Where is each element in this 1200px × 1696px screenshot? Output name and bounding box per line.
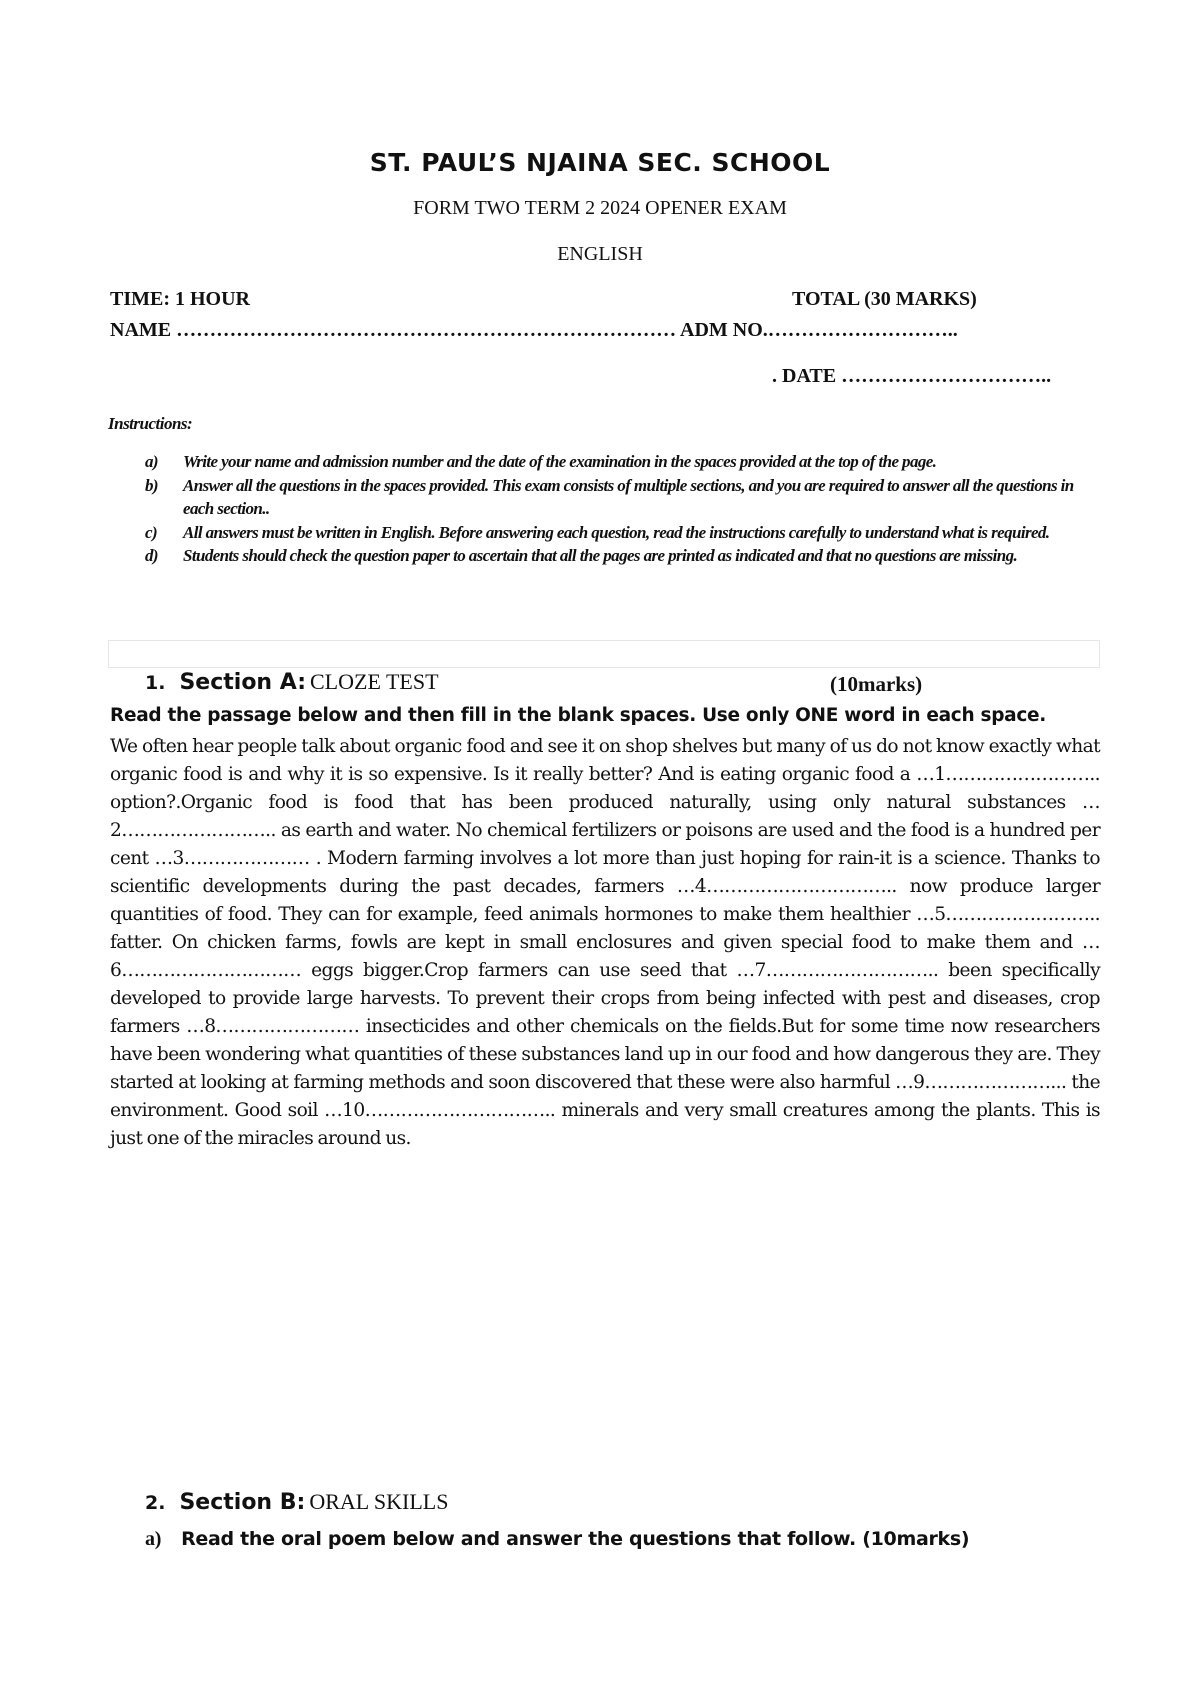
instructions-heading: Instructions:	[108, 414, 193, 433]
empty-text-box	[108, 640, 1100, 668]
school-name: ST. PAUL’S NJAINA SEC. SCHOOL	[369, 148, 831, 177]
instruction-item: a) Write your name and admission number and the date of the examination in the spaces provided at the top of the page.	[145, 452, 937, 471]
instruction-item: d) Students should check the question paper to ascertain that all the pages are printed as indicated and that no questions are missing.	[145, 546, 1018, 565]
name-adm-row: NAME ………………………………………………………………… ADM NO.………………………..	[110, 319, 958, 341]
instruction-item: b) Answer all the questions in the spaces provided. This exam consists of multiple sections, and you are required to answer all the questions in each section..	[145, 475, 1074, 518]
cloze-passage: We often hear people talk about organic food and see it on shop shelves but many of us do not know exactly what organic food is and why it is so expensive. Is it really better? And is eating organic food a …1…………………….. option?.Organic food is food that has been produced naturally, using only natural substances …2…………………….. as earth and water. No chemical fertilizers or poisons are used and the food is a hundred per cent …3………………… . Modern farming involves a lot more than just hoping for rain-it is a science. Thanks to scientific developments during the past decades, farmers …4………………………….. now produce larger quantities of food. They can for example, feed animals hormones to make them healthier …5…………………….. fatter. On chicken farms, fowls are kept in small enclosures and given special food to make them and …6………………………… eggs bigger.Crop farmers can use seed that …7……………………….. been specifically developed to provide large harvests. To prevent their crops from being infected with pest and diseases, crop farmers …8…………………… insecticides and other chemicals on the fields.But for some time now researchers have been wondering what quantities of these substances land up in our food and how dangerous they are. They started at looking at farming methods and soon discovered that these were also harmful …9…………………... the environment. Good soil …10………………………….. minerals and very small creatures among the plants. This is just one of the miracles around us.	[110, 736, 1100, 1149]
cloze-directive: Read the passage below and then fill in the blank spaces. Use only ONE word in each space.	[110, 705, 1046, 726]
instructions-list	[145, 450, 1095, 568]
section-a-heading: 1. Section A: CLOZE TEST	[145, 669, 439, 695]
time-label: TIME: 1 HOUR	[110, 288, 250, 310]
section-a-marks: (10marks)	[830, 672, 923, 696]
instruction-item: c) All answers must be written in English. Before answering each question, read the instructions carefully to understand what is required.	[145, 522, 1050, 542]
total-marks-label: TOTAL (30 MARKS)	[792, 288, 977, 310]
section-b-heading: 2. Section B: ORAL SKILLS	[145, 1489, 449, 1515]
time-total-row	[110, 288, 1100, 311]
exam-title: FORM TWO TERM 2 2024 OPENER EXAM	[413, 197, 787, 219]
subject-title: ENGLISH	[557, 243, 643, 265]
date-field: . DATE …………………………..	[772, 365, 1052, 387]
section-b-question: a) Read the oral poem below and answer the questions that follow. (10marks)	[145, 1528, 970, 1550]
